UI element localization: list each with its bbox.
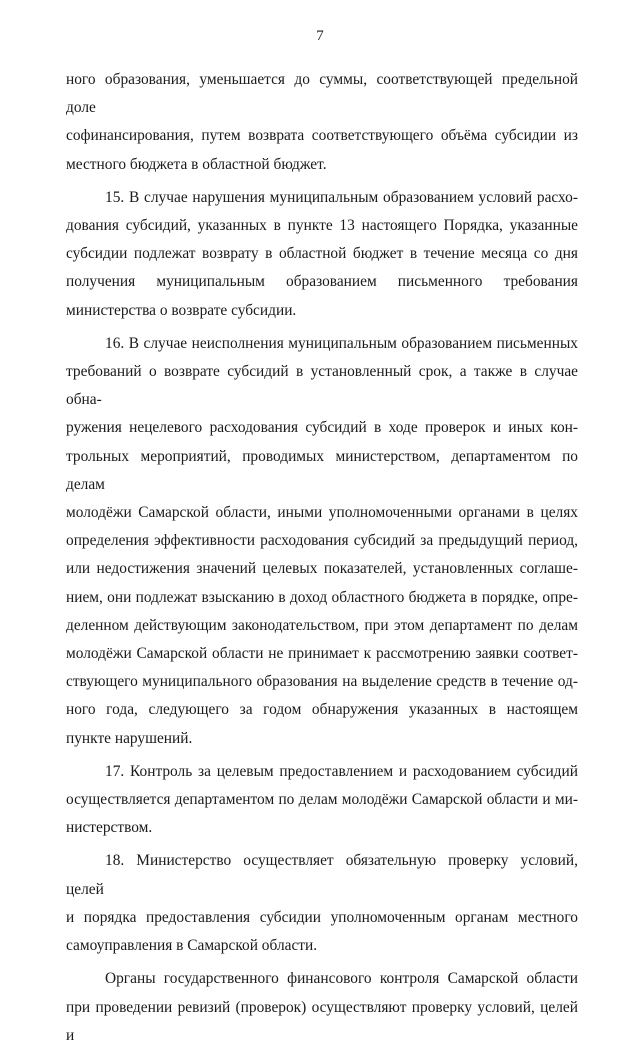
text-line: дования субсидий, указанных в пункте 13 настоящего Порядка, указанные <box>66 217 578 235</box>
text-line: получения муниципальным образованием письменного требования <box>66 273 578 291</box>
text-line: 16. В случае неисполнения муниципальным образованием письменных <box>105 334 578 352</box>
text-line: пункте нарушений. <box>66 729 193 747</box>
text-line: местного бюджета в областной бюджет. <box>66 155 327 173</box>
text-line: ружения нецелевого расходования субсидий в ходе проверок и иных кон- <box>66 419 578 437</box>
text-line: 15. В случае нарушения муниципальным образованием условий расхо- <box>105 188 578 206</box>
text-line: требований о возврате субсидий в установленный срок, а также в случае обна- <box>66 363 578 409</box>
text-line: министерства о возврате субсидии. <box>66 301 297 319</box>
document-body <box>66 66 578 1055</box>
text-line: самоуправления в Самарской области. <box>66 937 318 955</box>
text-line: молодёжи Самарской области не принимает к рассмотрению заявки соответ- <box>66 645 578 663</box>
text-line: деленном действующим законодательством, при этом департамент по делам <box>66 616 578 634</box>
text-line: осуществляется департаментом по делам молодёжи Самарской области и ми- <box>66 791 578 809</box>
text-line: ного года, следующего за годом обнаружения указанных в настоящем <box>66 701 578 719</box>
text-line: нистерством. <box>66 819 153 837</box>
text-line: субсидии подлежат возврату в областной бюджет в течение месяца со дня <box>66 245 578 263</box>
text-line: 18. Министерство осуществляет обязательную проверку условий, целей <box>66 852 578 898</box>
text-line: трольных мероприятий, проводимых министерством, департаментом по делам <box>66 447 578 493</box>
text-line: 17. Контроль за целевым предоставлением и расходованием субсидий <box>105 762 578 780</box>
text-line: ного образования, уменьшается до суммы, соответствующей предельной доле <box>66 71 578 117</box>
paragraph-financial-control <box>66 965 578 1050</box>
paragraph-item-15 <box>66 184 578 325</box>
page-number: 7 <box>316 28 324 44</box>
paragraph-continuation <box>66 66 578 179</box>
text-line: ствующего муниципального образования на выделение средств в течение од- <box>66 673 578 691</box>
text-line: и порядка предоставления субсидии уполномоченным органам местного <box>66 908 578 926</box>
text-line: или недостижения значений целевых показателей, установленных соглаше- <box>66 560 578 578</box>
text-line: молодёжи Самарской области, иными уполномоченными органами в целях <box>66 504 578 522</box>
text-line: нием, они подлежат взысканию в доход областного бюджета в порядке, опре- <box>66 588 578 606</box>
text-line: определения эффективности расходования субсидий за предыдущий период, <box>66 532 578 550</box>
paragraph-item-17 <box>66 758 578 843</box>
paragraph-item-16 <box>66 330 578 753</box>
text-line: Органы государственного финансового контроля Самарской области <box>105 970 578 988</box>
text-line: софинансирования, путем возврата соответствующего объёма субсидии из <box>66 127 578 145</box>
paragraph-item-18 <box>66 847 578 960</box>
text-line: при проведении ревизий (проверок) осуществляют проверку условий, целей и <box>66 998 578 1044</box>
